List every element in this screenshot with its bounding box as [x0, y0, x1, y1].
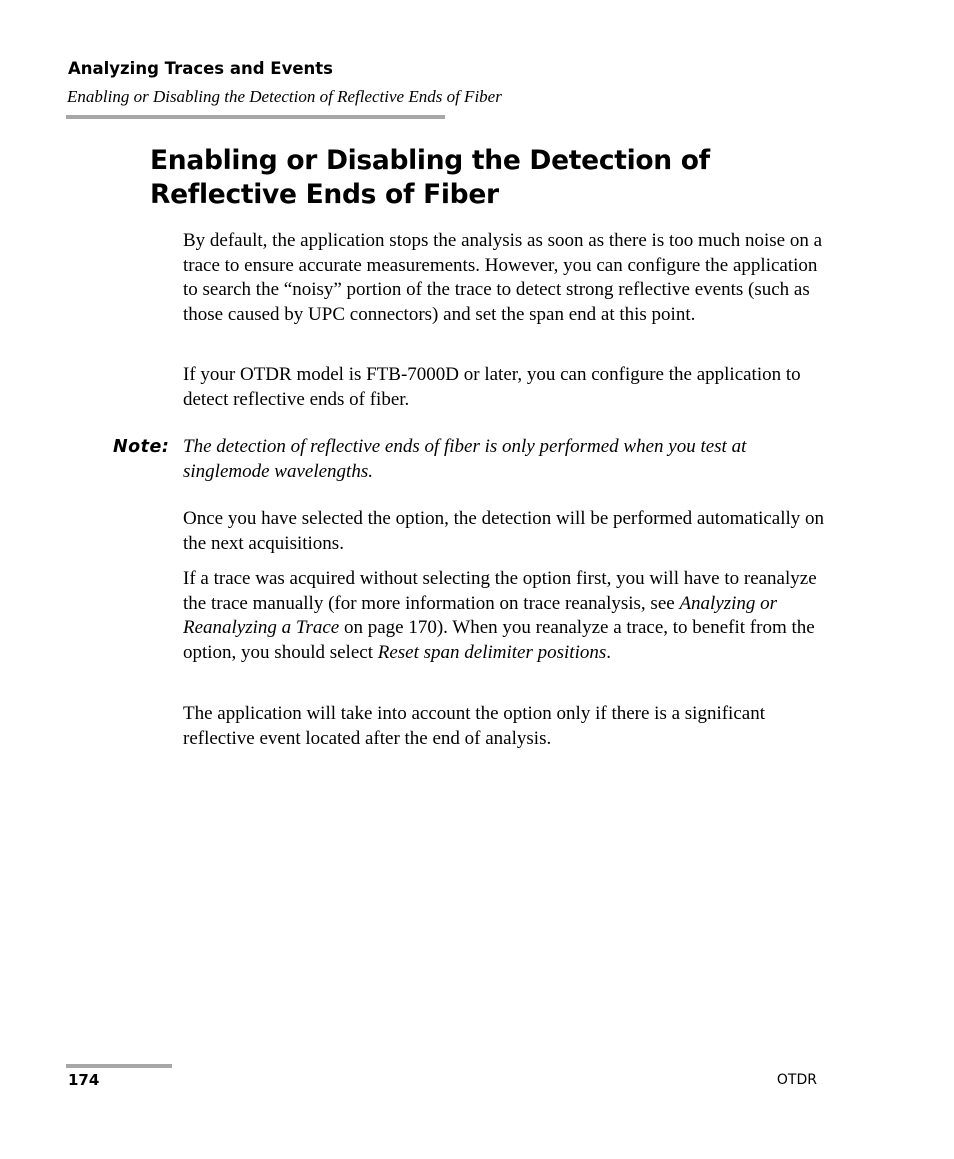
page-title-line-1: Enabling or Disabling the Detection of: [150, 145, 710, 176]
page-number: 174: [68, 1071, 100, 1089]
product-name: OTDR: [776, 1072, 817, 1088]
paragraph-default-behavior: By default, the application stops the analysis as soon as there is too much noise on a trace to ensure accurate measurements. However, you can configure the application to search the “noisy” portion of the trace to detect strong reflective events (such as those caused by UPC connectors) and set the span end at this point.: [183, 230, 823, 325]
header-chapter-title: Analyzing Traces and Events: [68, 59, 333, 78]
paragraph-reanalysis-text-3: .: [606, 641, 611, 663]
paragraph-model-requirement: If your OTDR model is FTB-7000D or later, you can configure the application to detect reflective ends of fiber.: [183, 364, 801, 410]
paragraph-automatic-detection: Once you have selected the option, the detection will be performed automatically on the next acquisitions.: [183, 508, 825, 554]
paragraph-significant-event: The application will take into account the option only if there is a significant reflective event located after the end of analysis.: [183, 703, 765, 749]
cross-reference-link[interactable]: Analyzing or Reanalyzing a Trace: [183, 592, 778, 638]
option-name: Reset span delimiter positions: [377, 641, 607, 663]
paragraph-reanalysis-text-2: on page 170). When you reanalyze a trace, to benefit from the option, you should select: [183, 617, 815, 663]
header-section-title: Enabling or Disabling the Detection of Reflective Ends of Fiber: [67, 87, 502, 106]
note-label: Note:: [113, 437, 170, 457]
note-text: The detection of reflective ends of fiber is only performed when you test at singlemode wavelengths.: [183, 436, 747, 482]
paragraph-reanalysis-text-1: If a trace was acquired without selecting the option first, you will have to reanalyze the trace manually (for more information on trace reanalysis, see: [183, 568, 817, 614]
header-divider: [66, 115, 445, 119]
footer-divider: [66, 1064, 172, 1068]
page-title: [150, 144, 850, 212]
page-title-line-2: Reflective Ends of Fiber: [150, 179, 499, 210]
paragraph-reanalysis: [183, 567, 833, 665]
